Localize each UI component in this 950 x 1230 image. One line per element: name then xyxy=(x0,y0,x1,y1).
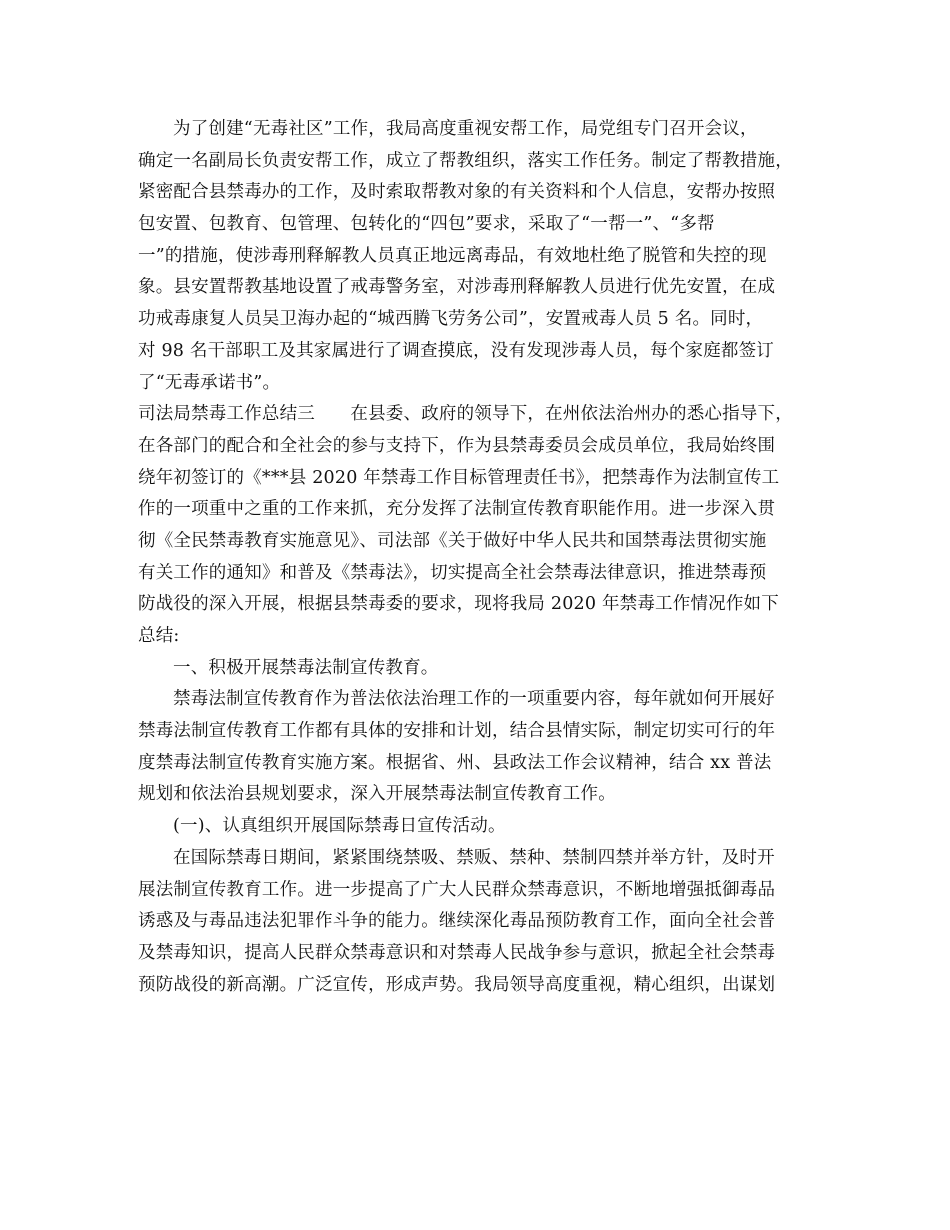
text-line: 度禁毒法制宣传教育实施方案。根据省、州、县政法工作会议精神，结合 xx 普法 xyxy=(138,752,772,773)
text-line: 一”的措施，使涉毒刑释解教人员真正地远离毒品，有效地杜绝了脱管和失控的现 xyxy=(138,245,767,266)
subheading-line: 一、积极开展禁毒法制宣传教育。 xyxy=(173,657,439,678)
text-line: 总结: xyxy=(138,626,180,646)
text-line: 有关工作的通知》和普及《禁毒法》，切实提高全社会禁毒法律意识，推进禁毒预 xyxy=(138,562,767,583)
text-line: 展法制宣传教育工作。进一步提高了广大人民群众禁毒意识，不断地增强抵御毒品 xyxy=(138,879,776,900)
text-line: 象。县安置帮教基地设置了戒毒警务室，对涉毒刑释解教人员进行优先安置，在成 xyxy=(138,277,776,298)
text-line: 确定一名副局长负责安帮工作，成立了帮教组织，落实工作任务。制定了帮教措施， xyxy=(138,150,793,171)
text-line: 对 98 名干部职工及其家属进行了调查摸底，没有发现涉毒人员，每个家庭都签订 xyxy=(138,340,774,361)
text-line: 在各部门的配合和全社会的参与支持下，作为县禁毒委员会成员单位，我局始终围 xyxy=(138,435,776,456)
text-line: 彻《全民禁毒教育实施意见》、司法部《关于做好中华人民共和国禁毒法贯彻实施 xyxy=(138,530,767,551)
subheading-line: (一)、认真组织开展国际禁毒日宣传活动。 xyxy=(173,816,506,837)
text-line: 诱惑及与毒品违法犯罪作斗争的能力。继续深化毒品预防教育工作，面向全社会普 xyxy=(138,911,776,932)
text-line: 包安置、包教育、包管理、包转化的“四包”要求，采取了“一帮一”、“多帮 xyxy=(138,214,715,235)
document-body xyxy=(138,114,828,1001)
text-line: 绕年初签订的《***县 2020 年禁毒工作目标管理责任书》，把禁毒作为法制宣传工 xyxy=(138,467,780,488)
section-heading-line: 司法局禁毒工作总结三 在县委、政府的领导下，在州依法治州办的悉心指导下， xyxy=(138,404,793,425)
text-line: 功戒毒康复人员吴卫海办起的“城西腾飞劳务公司”，安置戒毒人员 5 名。同时， xyxy=(138,309,764,330)
text-line: 及禁毒知识，提高人民群众禁毒意识和对禁毒人民战争参与意识，掀起全社会禁毒 xyxy=(138,942,776,963)
text-line: 了“无毒承诺书”。 xyxy=(138,372,281,393)
text-line: 作的一项重中之重的工作来抓，充分发挥了法制宣传教育职能作用。进一步深入贯 xyxy=(138,499,776,520)
text-line: 在国际禁毒日期间，紧紧围绕禁吸、禁贩、禁种、禁制四禁并举方针，及时开 xyxy=(173,847,775,868)
text-line: 紧密配合县禁毒办的工作，及时索取帮教对象的有关资料和个人信息，安帮办按照 xyxy=(138,182,776,203)
text-line: 为了创建“无毒社区”工作，我局高度重视安帮工作，局党组专门召开会议， xyxy=(173,119,758,139)
text-line: 预防战役的新高潮。广泛宣传，形成声势。我局领导高度重视，精心组织，出谋划 xyxy=(138,974,776,995)
text-line: 防战役的深入开展，根据县禁毒委的要求，现将我局 2020 年禁毒工作情况作如下 xyxy=(138,594,779,615)
text-line: 禁毒法制宣传教育作为普法依法治理工作的一项重要内容，每年就如何开展好 xyxy=(173,689,775,710)
text-line: 规划和依法治县规划要求，深入开展禁毒法制宣传教育工作。 xyxy=(138,784,616,805)
text-line: 禁毒法制宣传教育工作都有具体的安排和计划，结合县情实际，制定切实可行的年 xyxy=(138,721,776,742)
